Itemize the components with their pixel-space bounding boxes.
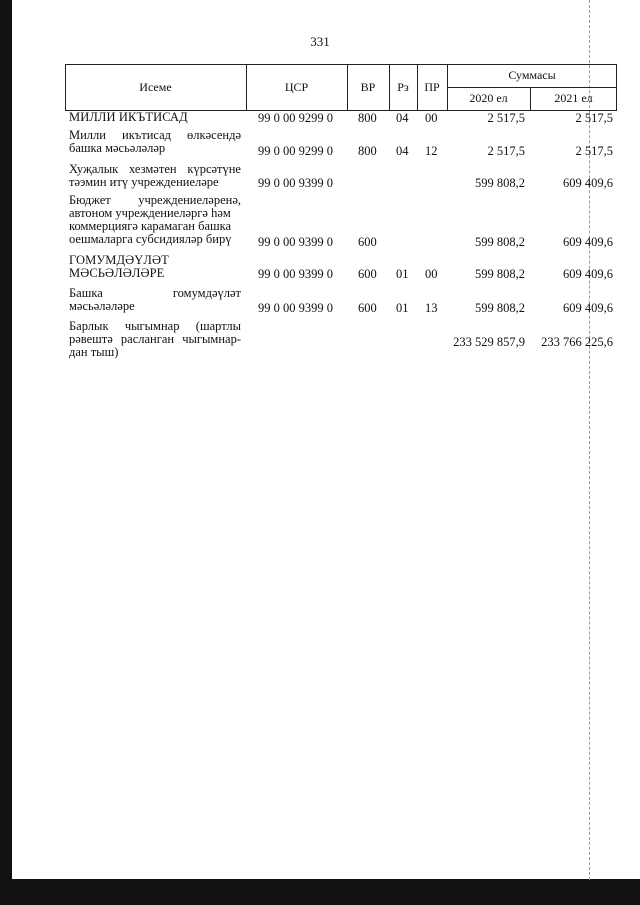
row-rz: 01 <box>396 301 409 315</box>
header-pr: ПР <box>424 79 440 94</box>
row-sum-2021: 609 409,6 <box>563 301 613 315</box>
row-sum-2020: 233 529 857,9 <box>453 335 525 349</box>
row-sum-2021: 2 517,5 <box>575 144 613 158</box>
header-csr: ЦСР <box>284 79 309 94</box>
row-name: Барлык чыгымнар (шартлы рәвештә расланган чыгымнар- дан тыш) <box>69 319 241 359</box>
header-rz: Рз <box>397 79 409 94</box>
row-sum-2021: 609 409,6 <box>563 267 613 281</box>
row-name: Бюджет учреждениеләренә, автоном учреждениеләргә һәм коммерциягә карамаган башка оешмаларга субсидияләр бирү <box>69 193 241 246</box>
row-sum-2021: 2 517,5 <box>575 111 613 125</box>
row-sum-2020: 599 808,2 <box>475 176 525 190</box>
row-csr: 99 0 00 9399 0 <box>258 176 333 190</box>
header-vr: ВР <box>360 79 376 94</box>
row-csr: 99 0 00 9399 0 <box>258 235 333 249</box>
scan-bottom-edge <box>0 879 640 905</box>
header-name: Исеме <box>139 79 172 94</box>
row-sum-2021: 609 409,6 <box>563 176 613 190</box>
row-vr: 800 <box>358 111 377 125</box>
row-rz: 04 <box>396 111 409 125</box>
row-csr: 99 0 00 9299 0 <box>258 111 333 125</box>
row-sum-2021: 609 409,6 <box>563 235 613 249</box>
row-sum-2020: 2 517,5 <box>487 144 525 158</box>
row-csr: 99 0 00 9399 0 <box>258 267 333 281</box>
header-sums: Суммасы <box>508 68 556 82</box>
row-sum-2020: 599 808,2 <box>475 267 525 281</box>
row-sum-2020: 599 808,2 <box>475 301 525 315</box>
scan-fold-line <box>589 0 590 880</box>
row-vr: 600 <box>358 235 377 249</box>
row-vr: 600 <box>358 267 377 281</box>
row-vr: 600 <box>358 301 377 315</box>
row-name: Милли икътисад өлкәсендә башка мәсьәләләр <box>69 128 241 155</box>
row-sum-2020: 2 517,5 <box>487 111 525 125</box>
row-name: ГОМУМДӘҮЛӘТ МӘСЬӘЛӘЛӘРЕ <box>69 253 169 280</box>
row-rz: 01 <box>396 267 409 281</box>
row-sum-2020: 599 808,2 <box>475 235 525 249</box>
row-pr: 13 <box>425 301 438 315</box>
row-sum-2021: 233 766 225,6 <box>541 335 613 349</box>
row-pr: 00 <box>425 267 438 281</box>
row-name: Башка гомумдәүләт мәсьәләләре <box>69 286 241 313</box>
header-year-2021: 2021 ел <box>554 91 593 105</box>
page-number: 331 <box>310 34 330 49</box>
scan-left-edge <box>0 0 12 905</box>
row-rz: 04 <box>396 144 409 158</box>
header-year-2020: 2020 ел <box>469 91 508 105</box>
row-csr: 99 0 00 9299 0 <box>258 144 333 158</box>
row-pr: 12 <box>425 144 438 158</box>
row-pr: 00 <box>425 111 438 125</box>
row-name: МИЛЛИ ИКЪТИСАД <box>69 110 188 124</box>
row-vr: 800 <box>358 144 377 158</box>
row-name: Хуҗалык хезмәтен күрсәтүне тәэмин итү учреждениеләре <box>69 162 241 189</box>
row-csr: 99 0 00 9399 0 <box>258 301 333 315</box>
